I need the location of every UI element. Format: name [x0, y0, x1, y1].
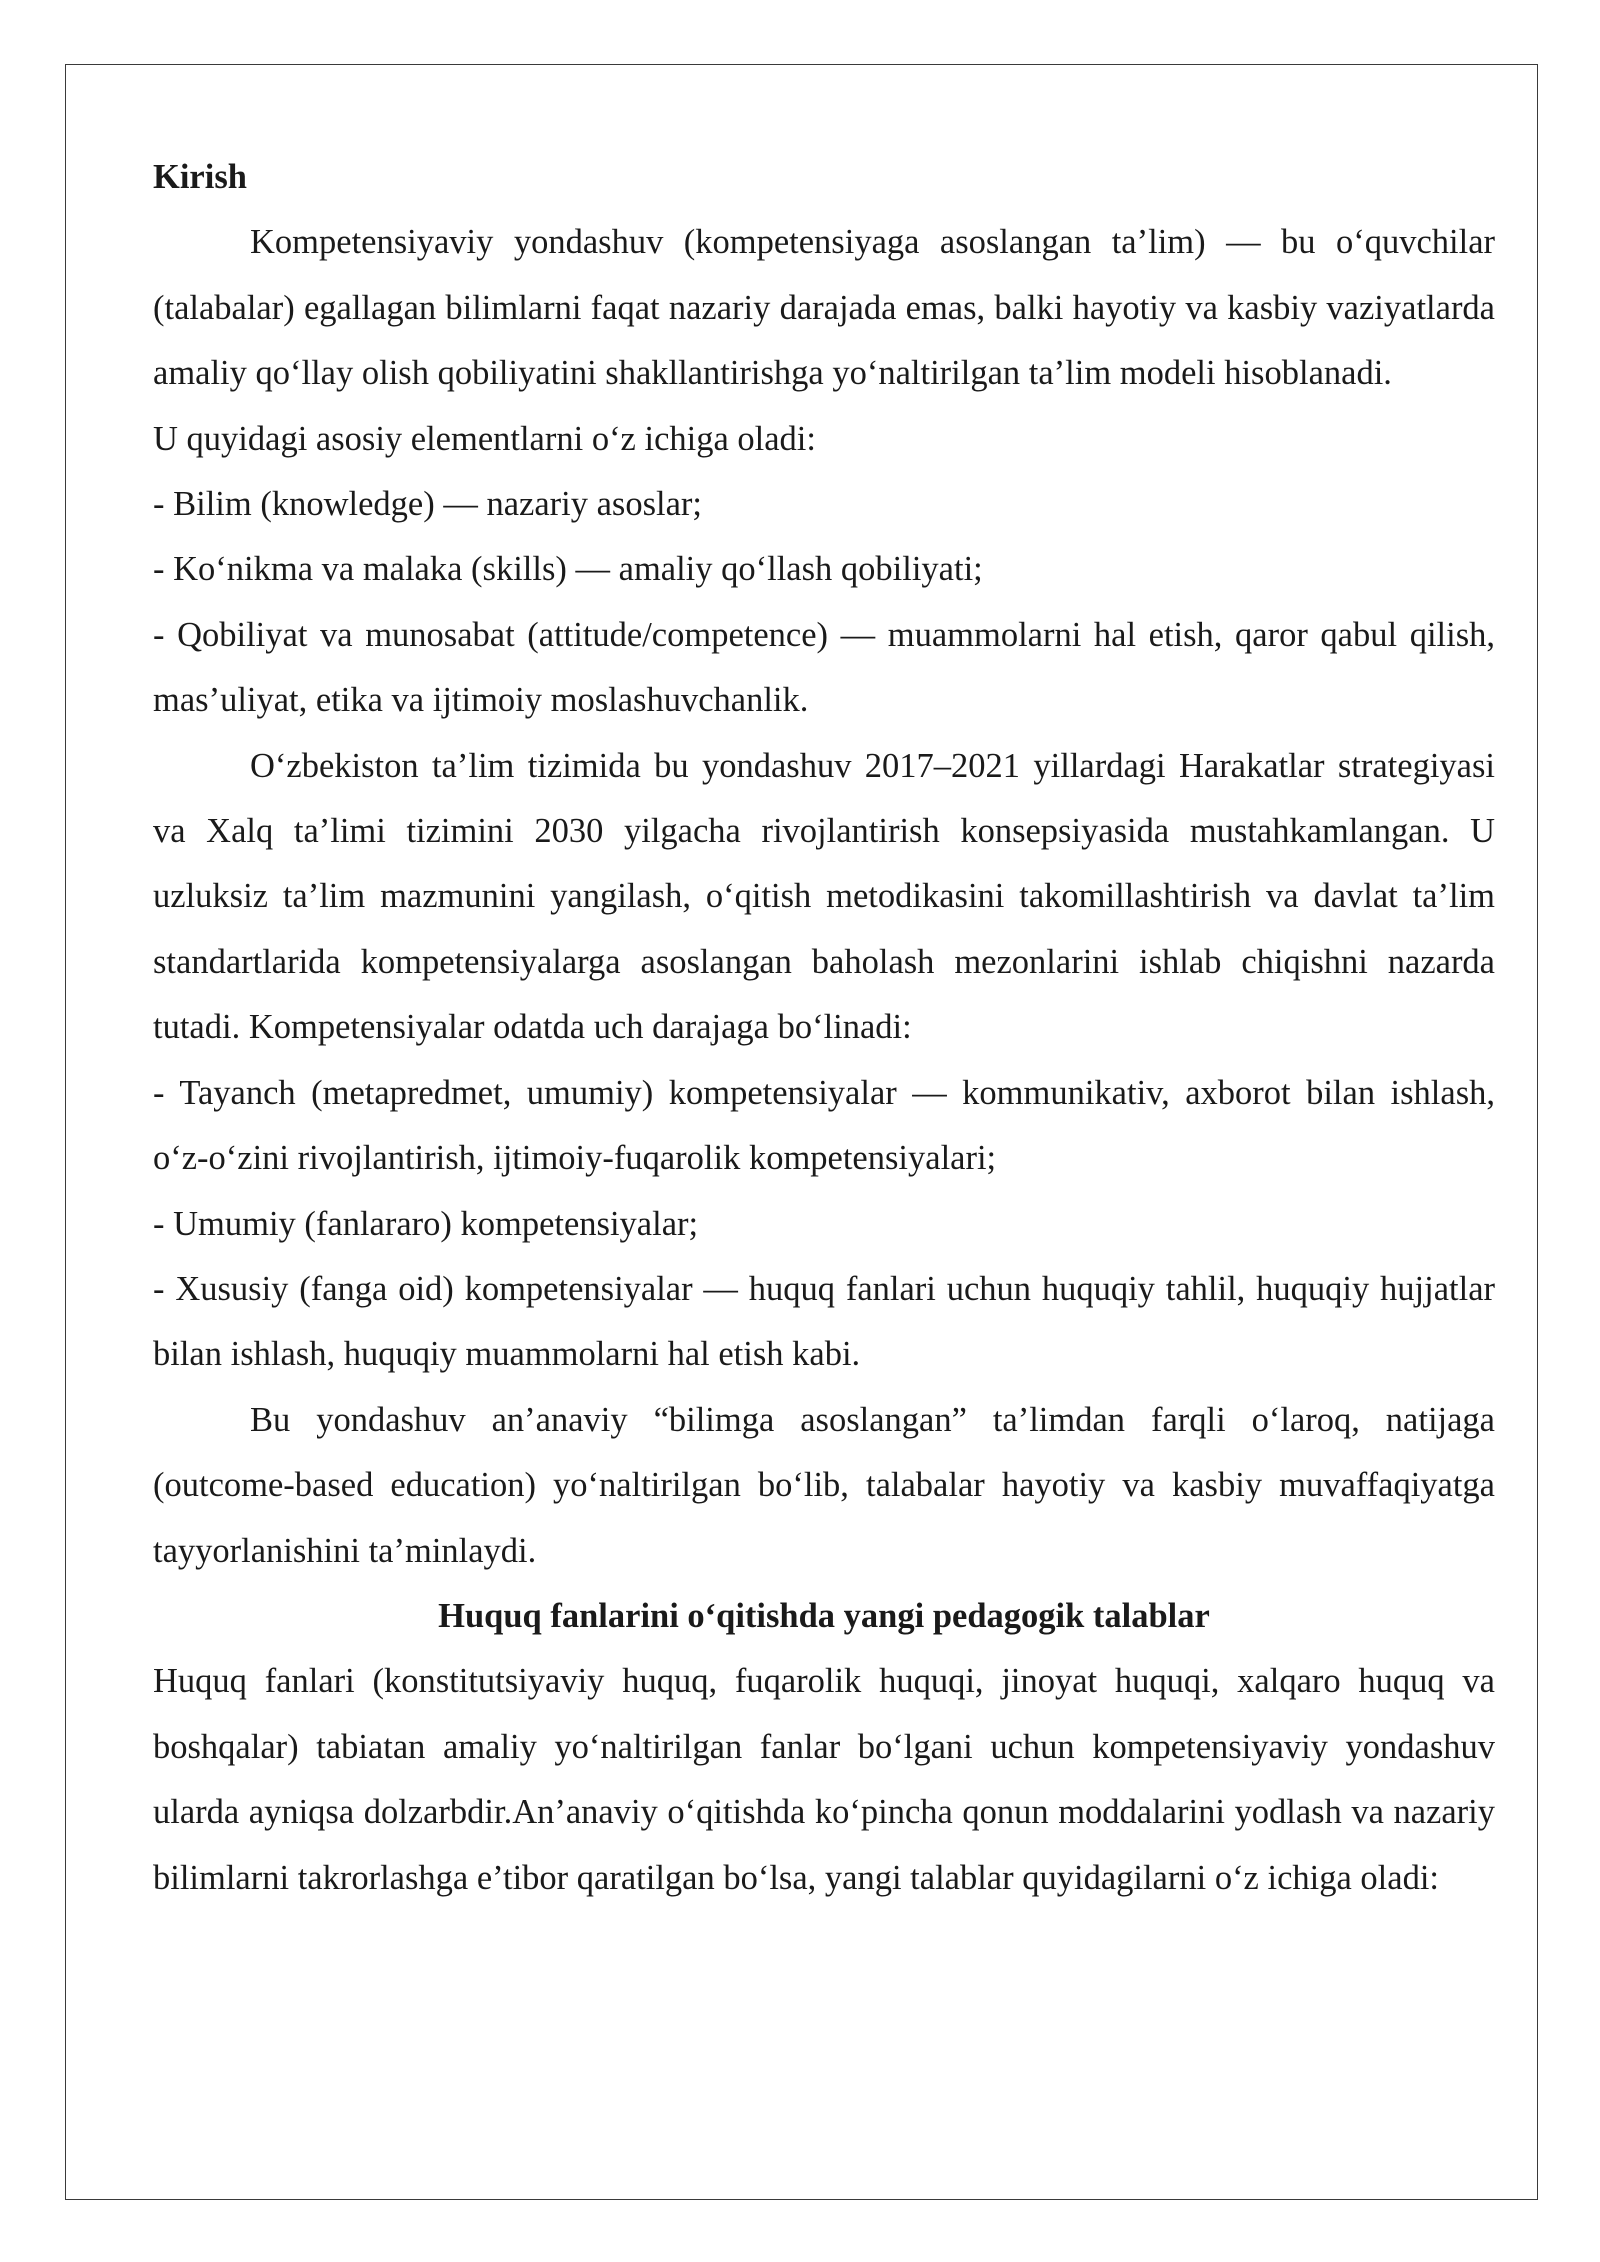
list-item-skills: - Ko‘nikma va malaka (skills) — amaliy qo‘llash qobiliyati;	[153, 550, 983, 589]
list-item-general-competencies: - Umumiy (fanlararo) kompetensiyalar;	[153, 1204, 699, 1243]
document-title: Kirish	[153, 158, 247, 196]
document-body	[153, 145, 1495, 1911]
list-item-specific-competencies: - Xususiy (fanga oid) kompetensiyalar — huquq fanlari uchun huquqiy tahlil, huquqiy hujjatlar bilan ishlash, huquqiy muammolarni hal etish kabi.	[153, 1269, 1495, 1374]
approach-paragraph: Bu yondashuv an’anaviy “bilimga asoslangan” ta’limdan farqli o‘laroq, natijaga (outcome-based education) yo‘naltirilgan bo‘lib, talabalar hayotiy va kasbiy muvaffaqiyatga tayyorlanishini ta’minlaydi.	[153, 1400, 1495, 1570]
section-heading: Huquq fanlarini o‘qitishda yangi pedagogik talablar	[438, 1596, 1210, 1635]
intro-paragraph: Kompetensiyaviy yondashuv (kompetensiyaga asoslangan ta’lim) — bu o‘quvchilar (talabalar) egallagan bilimlarni faqat nazariy darajada emas, balki hayotiy va kasbiy vaziyatlarda amaliy qo‘llay olish qobiliyatini shakllantirishga yo‘naltirilgan ta’lim modeli hisoblanadi.	[153, 223, 1495, 393]
list-item-knowledge: - Bilim (knowledge) — nazariy asoslar;	[153, 485, 702, 524]
list-item-attitude: - Qobiliyat va munosabat (attitude/competence) — muammolarni hal etish, qaror qabul qilish, mas’uliyat, etika va ijtimoiy moslashuvchanlik.	[153, 615, 1495, 720]
elements-intro: U quyidagi asosiy elementlarni o‘z ichiga oladi:	[153, 419, 816, 458]
list-item-core-competencies: - Tayanch (metapredmet, umumiy) kompetensiyalar — kommunikativ, axborot bilan ishlash, o‘z-o‘zini rivojlantirish, ijtimoiy-fuqarolik kompetensiyalari;	[153, 1073, 1495, 1178]
law-paragraph: Huquq fanlari (konstitutsiyaviy huquq, fuqarolik huquqi, jinoyat huquqi, xalqaro huquq va boshqalar) tabiatan amaliy yo‘naltirilgan fanlar bo‘lgani uchun kompetensiyaviy yondashuv ularda ayniqsa dolzarbdir.An’anaviy o‘qitishda ko‘pincha qonun moddalarini yodlash va nazariy bilimlarni takrorlashga e’tibor qaratilgan bo‘lsa, yangi talablar quyidagilarni o‘z ichiga oladi:	[153, 1662, 1495, 1897]
uzbekistan-paragraph: O‘zbekiston ta’lim tizimida bu yondashuv 2017–2021 yillardagi Harakatlar strategiyasi va Xalq ta’limi tizimini 2030 yilgacha rivojlantirish konsepsiyasida mustahkamlangan. U uzluksiz ta’lim mazmunini yangilash, o‘qitish metodikasini takomillashtirish va davlat ta’lim standartlarida kompetensiyalarga asoslangan baholash mezonlarini ishlab chiqishni nazarda tutadi. Kompetensiyalar odatda uch darajaga bo‘linadi:	[153, 746, 1495, 1047]
